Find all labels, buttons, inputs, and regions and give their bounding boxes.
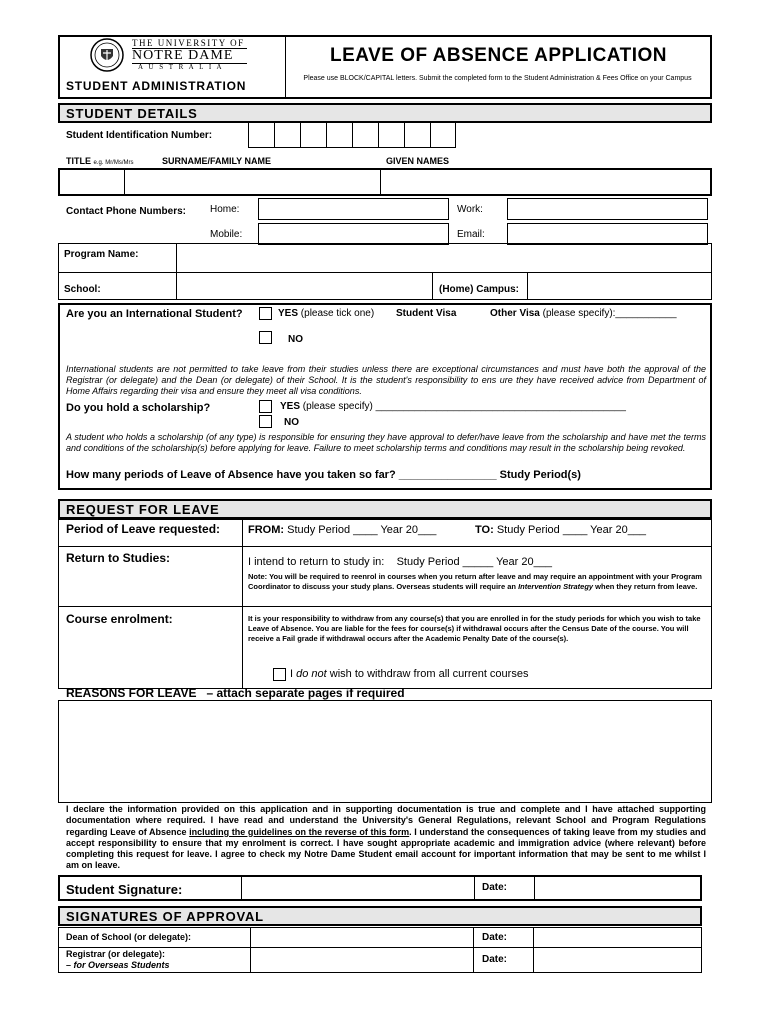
registrar-date-field[interactable] (533, 948, 700, 971)
international-no-checkbox[interactable] (259, 331, 272, 344)
school-label: School: (64, 284, 101, 295)
return-note: Note: You will be required to reenrol in courses when you return after leave and may require an appointment with your Program Coordinator to discuss your study plans. Overseas students will require an Intervention Strategy when they return from leave. (248, 572, 702, 591)
mobile-label: Mobile: (210, 229, 243, 240)
sid-boxes[interactable] (248, 122, 456, 148)
contact-phone-label: Contact Phone Numbers: (66, 206, 187, 217)
campus-label: (Home) Campus: (439, 284, 520, 295)
student-date-field[interactable] (533, 877, 700, 899)
scholarship-specify-line[interactable]: _____________________________________________ (375, 401, 626, 412)
course-enrolment-label: Course enrolment: (66, 612, 173, 626)
title-field[interactable] (60, 170, 122, 194)
international-yes-label: YES (please tick one) (278, 308, 375, 319)
request-heading: REQUEST FOR LEAVE (66, 502, 220, 517)
student-date-label: Date: (482, 882, 508, 893)
other-visa-option[interactable]: Other Visa (please specify):___________ (490, 308, 677, 319)
approval-heading: SIGNATURES OF APPROVAL (66, 909, 264, 924)
no-withdraw-label: I do not wish to withdraw from all current courses (290, 668, 529, 680)
student-signature-field[interactable] (241, 877, 472, 899)
no-withdraw-checkbox[interactable] (273, 668, 286, 681)
email-field[interactable] (507, 223, 708, 245)
international-notice: International students are not permitted to take leave from their studies unless there are exceptional circumstances and must have both the approval of the Registrar (or delegate) and the Dean (or delegate) of their School. It is the student's responsibility to ens ure they have received advice from Department of Home Affairs regarding their visa and ensure they meet all visa conditions. (66, 364, 706, 396)
international-no-label: NO (288, 334, 303, 345)
reasons-heading: REASONS FOR LEAVE – attach separate pages if required (66, 686, 405, 700)
school-field[interactable] (177, 273, 429, 298)
scholarship-question: Do you hold a scholarship? (66, 402, 211, 414)
dean-date-field[interactable] (533, 929, 700, 946)
scholarship-yes-label: YES (please specify) _____________________________________________ (280, 401, 626, 412)
leave-to[interactable]: TO: Study Period ____ Year 20___ (475, 524, 647, 536)
scholarship-no-checkbox[interactable] (259, 415, 272, 428)
request-table (58, 519, 712, 689)
student-signature-label: Student Signature: (66, 882, 183, 897)
program-name-label: Program Name: (64, 249, 139, 260)
declaration-text: I declare the information provided on this application and in supporting documentation is true and complete and I have attached supporting documentation where required. I have read and understand the University's General Regulations, relevant School and Program Regulations regarding Leave of Absence including the guidelines on the reverse of this form. I understand the consequences of taking leave from my studies and accept responsibility to ensure that my enrolment is correct. I have sought appropriate academic and immigration advice (where relevant) before completing this request for leave. I agree to check my Notre Dame Student email account for important information that may be sent to me whilst I am on leave. (66, 804, 706, 871)
reasons-field[interactable] (58, 700, 712, 803)
scholarship-no-label: NO (284, 417, 299, 428)
work-phone-field[interactable] (507, 198, 708, 220)
logo-line3: A U S T R A L I A (138, 63, 224, 71)
title-hint: e.g. Mr/Ms/Mrs (93, 160, 134, 166)
campus-field[interactable] (528, 273, 709, 298)
dean-date-label: Date: (482, 932, 508, 943)
title-label: TITLE e.g. Mr/Ms/Mrs (66, 156, 134, 166)
sid-label: Student Identification Number: (66, 130, 213, 141)
work-phone-label: Work: (457, 204, 483, 215)
return-to-studies-label: Return to Studies: (66, 551, 170, 565)
student-details-heading: STUDENT DETAILS (66, 106, 198, 121)
leave-periods-question: How many periods of Leave of Absence have you taken so far? ________________ Study Period(s) (66, 469, 581, 481)
international-yes-checkbox[interactable] (259, 307, 272, 320)
program-name-field[interactable] (177, 245, 709, 270)
mobile-field[interactable] (258, 223, 449, 245)
registrar-date-label: Date: (482, 954, 508, 965)
dean-signature-field[interactable] (251, 929, 471, 946)
page-title: LEAVE OF ABSENCE APPLICATION (329, 45, 668, 66)
registrar-signature-field[interactable] (251, 948, 471, 971)
student-visa-option[interactable]: Student Visa (396, 308, 457, 319)
registrar-hint: – for Overseas Students (66, 960, 170, 970)
home-phone-label: Home: (210, 204, 240, 215)
logo-line2: NOTRE DAME (132, 48, 234, 63)
crest-icon (90, 38, 124, 72)
dean-label: Dean of School (or delegate): (66, 932, 192, 942)
scholarship-yes-checkbox[interactable] (259, 400, 272, 413)
registrar-label: Registrar (or delegate): (66, 949, 166, 959)
surname-label: SURNAME/FAMILY NAME (162, 156, 272, 166)
department-name: STUDENT ADMINISTRATION (66, 79, 247, 93)
university-logo (90, 38, 250, 72)
email-label: Email: (457, 229, 485, 240)
logo-line1: THE UNIVERSITY OF (132, 38, 245, 48)
surname-field[interactable] (124, 170, 378, 194)
given-names-label: GIVEN NAMES (386, 156, 450, 166)
given-names-field[interactable] (380, 170, 710, 194)
home-phone-field[interactable] (258, 198, 449, 220)
period-of-leave-label: Period of Leave requested: (66, 522, 221, 536)
international-question: Are you an International Student? (66, 308, 243, 320)
form-instructions: Please use BLOCK/CAPITAL letters. Submit the completed form to the Student Administration & Fees Office on your Campus (303, 75, 692, 82)
leave-from[interactable]: FROM: Study Period ____ Year 20___ (248, 524, 437, 536)
return-study-text[interactable]: I intend to return to study in: Study Period _____ Year 20___ (248, 556, 552, 568)
scholarship-notice: A student who holds a scholarship (of any type) is responsible for ensuring they have approval to defer/have leave from the scholarship and have met the terms and conditions of the scholarship(s) before applying for leave. Failure to meet scholarship terms and conditions may result in the scholarship being revoked. (66, 432, 706, 453)
course-enrolment-text: It is your responsibility to withdraw from any course(s) that you are enrolled in for the study periods for which you wish to take Leave of Absence. You are liable for the fees for course(s) if withdrawal occurs after the Census Date of the course. You will receive a Fail grade if withdrawal occurs after the Academic Penalty Date of the course(s). (248, 614, 701, 643)
